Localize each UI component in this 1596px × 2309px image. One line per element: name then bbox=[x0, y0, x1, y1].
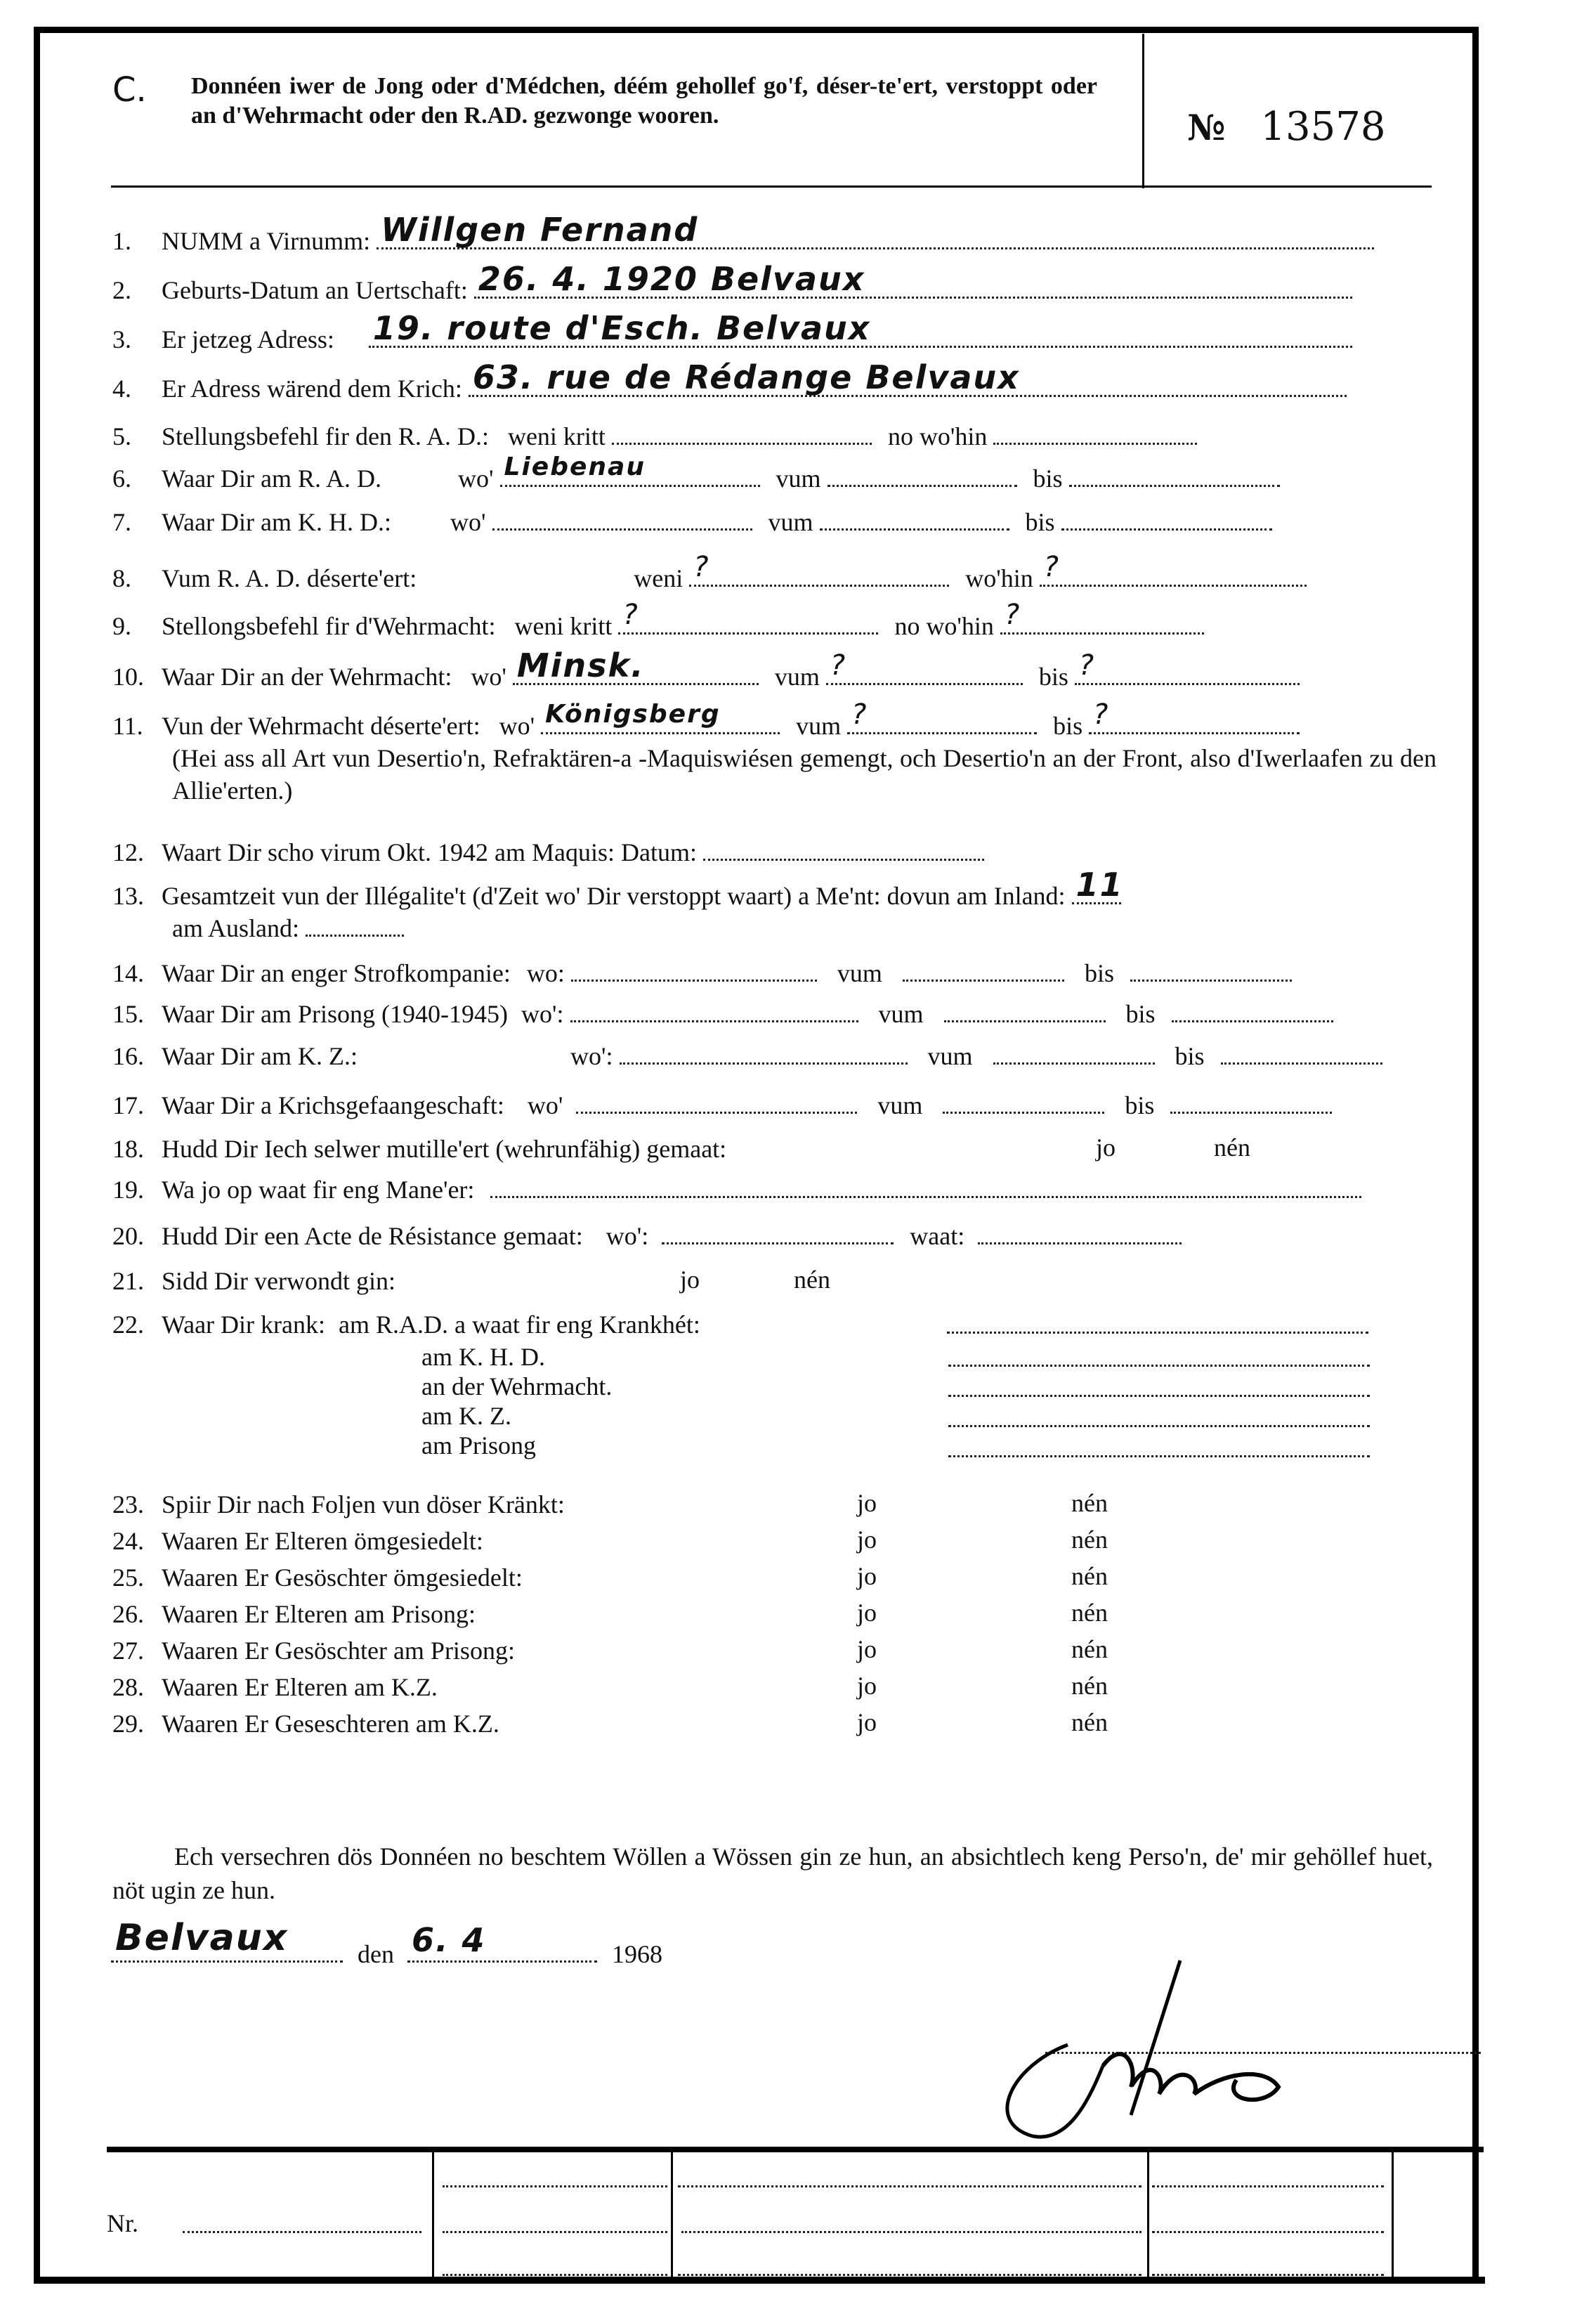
field-row-14 bbox=[112, 957, 1292, 989]
prison-where-input[interactable] bbox=[570, 999, 858, 1022]
field-sublabel: wo': bbox=[570, 1042, 613, 1070]
field-label: Waar Dir a Krichsgefaangeschaft: bbox=[162, 1091, 504, 1119]
wm-where-value: Minsk. bbox=[516, 646, 645, 684]
illness-rad-input[interactable] bbox=[947, 1332, 1368, 1334]
field-sublabel: wo' bbox=[471, 663, 506, 691]
form-number bbox=[1187, 104, 1386, 150]
field-label: Waar Dir am R. A. D. bbox=[162, 464, 382, 493]
field-row-3 bbox=[112, 309, 1352, 356]
field-sublabel: vum bbox=[878, 1000, 924, 1028]
wm-from-input[interactable] bbox=[826, 649, 1023, 685]
wm-order-where-value: ? bbox=[1004, 599, 1021, 631]
field-sublabel: vum bbox=[837, 959, 882, 987]
field-number: 17. bbox=[112, 1091, 144, 1119]
field-number: 5. bbox=[112, 422, 131, 450]
field-sublabel: wo': bbox=[606, 1222, 649, 1250]
field-number: 11. bbox=[112, 712, 143, 740]
field-number: 12. bbox=[112, 838, 144, 866]
field-label: Stellongsbefehl fir d'Wehrmacht: bbox=[162, 612, 496, 640]
penal-where-input[interactable] bbox=[571, 958, 817, 982]
field-row-17 bbox=[112, 1089, 1332, 1121]
field-sublabel: wo' bbox=[450, 508, 486, 536]
field-row-29 bbox=[112, 1708, 499, 1740]
footer-divider bbox=[1392, 2150, 1394, 2278]
field-number: 2. bbox=[112, 276, 131, 304]
field-sublabel: vum bbox=[796, 712, 842, 740]
field-sublabel: weni bbox=[634, 564, 683, 592]
field-row-13b bbox=[172, 912, 404, 944]
q28-no-option[interactable]: nén bbox=[1071, 1672, 1108, 1700]
footer-field[interactable] bbox=[678, 2274, 1142, 2276]
header-rule bbox=[111, 186, 1432, 188]
mutilation-manner-input[interactable] bbox=[490, 1175, 1361, 1198]
declaration-text: Ech versechren dös Donnéen no beschtem Wöllen a Wössen gin ze hun, an absichtlech keng Perso'n, de' mir gehöllef huet, nöt ugin ze hun. bbox=[112, 1842, 1433, 1904]
q25-yes-option[interactable]: jo bbox=[857, 1562, 877, 1590]
field-label: Stellungsbefehl fir den R. A. D.: bbox=[162, 422, 489, 450]
field-number: 27. bbox=[112, 1637, 144, 1665]
field-label: Spiir Dir nach Foljen vun döser Kränkt: bbox=[162, 1490, 565, 1518]
wm-desert-to-input[interactable] bbox=[1089, 698, 1300, 734]
rad-order-where-input[interactable] bbox=[993, 422, 1197, 445]
rad-from-input[interactable] bbox=[828, 464, 1017, 487]
q18-no-option[interactable]: nén bbox=[1214, 1133, 1250, 1162]
wm-desert-to-value: ? bbox=[1093, 698, 1110, 731]
footer-field[interactable] bbox=[443, 2185, 667, 2187]
pow-to-input[interactable] bbox=[1170, 1091, 1332, 1114]
field-row-12 bbox=[112, 836, 984, 869]
wm-to-input[interactable] bbox=[1075, 649, 1300, 685]
field-label: Waar Dir an enger Strofkompanie: bbox=[162, 959, 511, 987]
field-sublabel: vum bbox=[768, 508, 813, 536]
field-row-18 bbox=[112, 1133, 726, 1165]
kz-to-input[interactable] bbox=[1221, 1041, 1382, 1065]
pow-from-input[interactable] bbox=[943, 1091, 1104, 1114]
field-number: 13. bbox=[112, 882, 144, 910]
field-sublabel: wo: bbox=[526, 959, 565, 987]
illness-sublabel: am K. H. D. bbox=[421, 1343, 545, 1371]
q28-yes-option[interactable]: jo bbox=[857, 1672, 877, 1700]
field-label: Waaren Er Geseschteren am K.Z. bbox=[162, 1710, 499, 1738]
field-number: 18. bbox=[112, 1135, 144, 1163]
rad-desert-date-value: ? bbox=[693, 551, 710, 583]
field-number: 19. bbox=[112, 1176, 144, 1204]
field-row-9 bbox=[112, 599, 1204, 642]
footer-field[interactable] bbox=[443, 2231, 667, 2233]
field-row-2 bbox=[112, 260, 1352, 306]
field-number: 15. bbox=[112, 1000, 144, 1028]
footer-field[interactable] bbox=[678, 2185, 1142, 2187]
field-sublabel: bis bbox=[1175, 1042, 1205, 1070]
field-sublabel: no wo'hin bbox=[887, 422, 988, 450]
rad-order-date-input[interactable] bbox=[612, 422, 872, 445]
field-row-5 bbox=[112, 420, 1197, 453]
wm-from-value: ? bbox=[830, 649, 847, 682]
wm-where-input[interactable] bbox=[513, 646, 759, 685]
field-row-24 bbox=[112, 1525, 483, 1557]
field-label: Vum R. A. D. déserte'ert: bbox=[162, 564, 417, 592]
footer-field[interactable] bbox=[1152, 2274, 1384, 2276]
maquis-date-input[interactable] bbox=[703, 838, 984, 861]
wm-desert-from-value: ? bbox=[851, 698, 868, 731]
signature-text: Willgen bbox=[1110, 2085, 1136, 2093]
desertion-note: (Hei ass all Art vun Desertio'n, Refraktären-a -Maquiswiésen gemengt, och Desertio'n an der Front, also d'Iwerlaafen zu den Allie'erten.) bbox=[172, 744, 1437, 805]
penal-from-input[interactable] bbox=[903, 958, 1064, 982]
field-number: 24. bbox=[112, 1527, 144, 1555]
field-number: 25. bbox=[112, 1563, 144, 1592]
field-sublabel: weni kritt bbox=[514, 612, 613, 640]
field-label: Waar Dir am K. H. D.: bbox=[162, 508, 392, 536]
q29-yes-option[interactable]: jo bbox=[857, 1708, 877, 1736]
birth-input[interactable] bbox=[474, 260, 1352, 299]
field-row-26 bbox=[112, 1598, 476, 1630]
date-value: 6. 4 bbox=[411, 1921, 486, 1959]
field-sublabel: bis bbox=[1025, 508, 1055, 536]
footer-field[interactable] bbox=[1152, 2231, 1384, 2233]
field-row-23 bbox=[112, 1488, 565, 1521]
field-label: Er jetzeg Adress: bbox=[162, 325, 334, 353]
inland-months-value: 11 bbox=[1075, 866, 1124, 904]
field-label: Hudd Dir Iech selwer mutille'ert (wehrunfähig) gemaat: bbox=[162, 1135, 727, 1163]
illness-sublabel: am K. Z. bbox=[421, 1402, 511, 1430]
form-number-value: 13578 bbox=[1260, 104, 1386, 150]
section-letter: C. bbox=[112, 70, 147, 110]
field-number: 4. bbox=[112, 375, 131, 403]
field-number: 1. bbox=[112, 227, 131, 255]
field-row-21 bbox=[112, 1265, 395, 1297]
name-input[interactable] bbox=[377, 211, 1374, 249]
field-row-11 bbox=[112, 698, 1300, 742]
resistance-where-input[interactable] bbox=[662, 1221, 894, 1244]
field-number: 8. bbox=[112, 564, 131, 592]
q24-no-option[interactable]: nén bbox=[1071, 1526, 1108, 1554]
footer-divider bbox=[432, 2150, 434, 2278]
illness-sub-row bbox=[421, 1429, 536, 1462]
signature-scribble bbox=[969, 1939, 1461, 2150]
footer-field[interactable] bbox=[681, 2231, 1142, 2233]
footer-top-rule bbox=[107, 2147, 1484, 2152]
q21-yes-option[interactable]: jo bbox=[680, 1266, 700, 1294]
field-row-1 bbox=[112, 211, 1374, 257]
footer-field[interactable] bbox=[1152, 2185, 1384, 2187]
inland-months-input[interactable] bbox=[1072, 866, 1124, 904]
field-sublabel: weni kritt bbox=[507, 422, 606, 450]
field-number: 26. bbox=[112, 1600, 144, 1628]
q27-yes-option[interactable]: jo bbox=[857, 1635, 877, 1663]
q26-yes-option[interactable]: jo bbox=[857, 1599, 877, 1627]
war-address-input[interactable] bbox=[469, 358, 1347, 397]
birth-value: 26. 4. 1920 Belvaux bbox=[478, 260, 865, 298]
field-number: 29. bbox=[112, 1710, 144, 1738]
rad-where-value: Liebenau bbox=[504, 453, 646, 481]
form-title: Donnéen iwer de Jong oder d'Médchen, déém gehollef go'f, déser-te'ert, verstoppt oder an d'Wehrmacht oder den R.AD. gezwonge wooren. bbox=[191, 73, 1097, 129]
nr-input[interactable] bbox=[183, 2231, 421, 2233]
field-number: 22. bbox=[112, 1310, 144, 1339]
date-input[interactable] bbox=[407, 1921, 597, 1963]
current-address-input[interactable] bbox=[369, 309, 1352, 348]
field-number: 3. bbox=[112, 325, 131, 353]
penal-to-input[interactable] bbox=[1130, 958, 1292, 982]
field-row-22 bbox=[112, 1308, 700, 1341]
khd-from-input[interactable] bbox=[820, 507, 1009, 531]
field-number: 9. bbox=[112, 612, 131, 640]
illness-prison-input[interactable] bbox=[948, 1455, 1370, 1457]
field-row-19 bbox=[112, 1173, 1361, 1206]
pow-where-input[interactable] bbox=[576, 1091, 857, 1114]
field-number: 23. bbox=[112, 1490, 144, 1518]
field-sublabel: wo' bbox=[527, 1091, 563, 1119]
field-sublabel: bis bbox=[1053, 712, 1083, 740]
field-label: am Ausland: bbox=[172, 914, 299, 942]
field-label: Geburts-Datum an Uertschaft: bbox=[162, 276, 468, 304]
field-label: Wa jo op waat fir eng Mane'er: bbox=[162, 1176, 475, 1204]
field-label: Gesamtzeit vun der Illégalite't (d'Zeit wo' Dir verstoppt waart) a Me'nt: dovun am Inland: bbox=[162, 882, 1066, 910]
wm-order-date-value: ? bbox=[622, 599, 639, 631]
field-label: Sidd Dir verwondt gin: bbox=[162, 1267, 395, 1295]
illness-sublabel: am R.A.D. a waat fir eng Krankhét: bbox=[339, 1310, 700, 1339]
illness-kz-input[interactable] bbox=[948, 1425, 1370, 1427]
field-sublabel: wo': bbox=[521, 1000, 564, 1028]
q27-no-option[interactable]: nén bbox=[1071, 1635, 1108, 1663]
field-row-20 bbox=[112, 1220, 1182, 1252]
field-row-4 bbox=[112, 358, 1347, 405]
wm-order-date-input[interactable] bbox=[618, 599, 878, 635]
header-divider bbox=[1142, 34, 1144, 188]
name-value: Willgen Fernand bbox=[381, 211, 699, 249]
nr-label: Nr. bbox=[107, 2209, 138, 2237]
q23-yes-option[interactable]: jo bbox=[857, 1489, 877, 1517]
field-sublabel: wo' bbox=[458, 464, 494, 493]
field-row-16 bbox=[112, 1040, 1382, 1072]
place-input[interactable] bbox=[111, 1917, 343, 1963]
kz-where-input[interactable] bbox=[620, 1041, 908, 1065]
q24-yes-option[interactable]: jo bbox=[857, 1526, 877, 1554]
illness-sub-row bbox=[421, 1341, 545, 1373]
q25-no-option[interactable]: nén bbox=[1071, 1562, 1108, 1590]
field-row-15 bbox=[112, 998, 1333, 1030]
q29-no-option[interactable]: nén bbox=[1071, 1708, 1108, 1736]
field-sublabel: bis bbox=[1084, 959, 1114, 987]
war-address-value: 63. rue de Rédange Belvaux bbox=[472, 358, 1020, 396]
wm-desert-where-value: Königsberg bbox=[545, 700, 721, 729]
den-label: den bbox=[358, 1940, 394, 1968]
field-label: Waaren Er Elteren ömgesiedelt: bbox=[162, 1527, 483, 1555]
field-label: Waaren Er Gesöschter am Prisong: bbox=[162, 1637, 515, 1665]
prison-from-input[interactable] bbox=[944, 999, 1106, 1022]
khd-where-input[interactable] bbox=[492, 507, 752, 531]
field-label: NUMM a Virnumm: bbox=[162, 227, 371, 255]
field-row-25 bbox=[112, 1561, 523, 1594]
field-number: 7. bbox=[112, 508, 131, 536]
footer-divider bbox=[671, 2150, 673, 2278]
field-row-6 bbox=[112, 453, 1280, 495]
field-row-7 bbox=[112, 506, 1272, 538]
field-label: Waart Dir scho virum Okt. 1942 am Maquis: Datum: bbox=[162, 838, 697, 866]
footer-bottom-rule bbox=[34, 2277, 1485, 2284]
field-row-27 bbox=[112, 1634, 515, 1667]
field-number: 16. bbox=[112, 1042, 144, 1070]
khd-to-input[interactable] bbox=[1061, 507, 1272, 531]
field-number: 10. bbox=[112, 663, 144, 691]
field-label: Waar Dir am K. Z.: bbox=[162, 1042, 358, 1070]
field-sublabel: vum bbox=[877, 1091, 923, 1119]
rad-to-input[interactable] bbox=[1069, 464, 1280, 487]
field-sublabel: no wo'hin bbox=[894, 612, 994, 640]
wm-order-where-input[interactable] bbox=[1000, 599, 1204, 635]
year-label: 1968 bbox=[611, 1940, 662, 1968]
field-label: Waar Dir am Prisong (1940-1945) bbox=[162, 1000, 508, 1028]
field-sublabel: vum bbox=[774, 663, 820, 691]
footer-field[interactable] bbox=[443, 2274, 667, 2276]
wm-to-value: ? bbox=[1078, 649, 1096, 682]
field-label: Hudd Dir een Acte de Résistance gemaat: bbox=[162, 1222, 583, 1250]
illness-sublabel: am Prisong bbox=[421, 1431, 537, 1459]
rad-where-input[interactable] bbox=[500, 453, 760, 487]
field-row-13 bbox=[112, 866, 1124, 912]
number-symbol: № bbox=[1187, 107, 1226, 148]
field-number: 21. bbox=[112, 1267, 144, 1295]
field-label: Waar Dir krank: bbox=[162, 1310, 325, 1339]
illness-wehrmacht-input[interactable] bbox=[948, 1395, 1370, 1397]
field-sublabel: bis bbox=[1033, 464, 1063, 493]
field-label: Waaren Er Elteren am Prisong: bbox=[162, 1600, 476, 1628]
illness-sub-row bbox=[421, 1400, 511, 1432]
q26-no-option[interactable]: nén bbox=[1071, 1599, 1108, 1627]
field-label: Waaren Er Elteren am K.Z. bbox=[162, 1673, 438, 1701]
field-number: 14. bbox=[112, 959, 144, 987]
prison-to-input[interactable] bbox=[1172, 999, 1333, 1022]
kz-from-input[interactable] bbox=[993, 1041, 1155, 1065]
field-number: 20. bbox=[112, 1222, 144, 1250]
field-sublabel: bis bbox=[1038, 663, 1068, 691]
wm-desert-where-input[interactable] bbox=[541, 700, 780, 734]
field-row-8 bbox=[112, 551, 1307, 594]
field-sublabel: vum bbox=[927, 1042, 973, 1070]
field-row-10 bbox=[112, 646, 1300, 693]
illness-sublabel: an der Wehrmacht. bbox=[421, 1372, 613, 1400]
current-address-value: 19. route d'Esch. Belvaux bbox=[372, 309, 871, 347]
field-sublabel: bis bbox=[1125, 1000, 1156, 1028]
rad-desert-where-input[interactable] bbox=[1040, 551, 1307, 587]
field-sublabel: vum bbox=[776, 464, 821, 493]
q23-no-option[interactable]: nén bbox=[1071, 1489, 1108, 1517]
resistance-what-input[interactable] bbox=[978, 1221, 1182, 1244]
abroad-months-input[interactable] bbox=[306, 913, 404, 937]
place-value: Belvaux bbox=[115, 1917, 289, 1959]
field-label: Vun der Wehrmacht déserte'ert: bbox=[162, 712, 480, 740]
field-number: 6. bbox=[112, 464, 131, 493]
field-label: Waaren Er Gesöschter ömgesiedelt: bbox=[162, 1563, 523, 1592]
field-label: Waar Dir an der Wehrmacht: bbox=[162, 663, 452, 691]
field-sublabel: wo'hin bbox=[965, 564, 1033, 592]
rad-desert-where-value: ? bbox=[1043, 551, 1060, 583]
field-row-28 bbox=[112, 1671, 438, 1703]
illness-khd-input[interactable] bbox=[948, 1365, 1370, 1367]
q18-yes-option[interactable]: jo bbox=[1096, 1133, 1116, 1162]
field-sublabel: waat: bbox=[910, 1222, 965, 1250]
field-sublabel: bis bbox=[1125, 1091, 1155, 1119]
illness-sub-row bbox=[421, 1370, 612, 1403]
field-sublabel: wo' bbox=[499, 712, 535, 740]
place-date-line bbox=[111, 1917, 662, 1969]
field-number: 28. bbox=[112, 1673, 144, 1701]
q21-no-option[interactable]: nén bbox=[794, 1266, 830, 1294]
field-label: Er Adress wärend dem Krich: bbox=[162, 375, 462, 403]
wm-desert-from-input[interactable] bbox=[847, 698, 1037, 734]
rad-desert-date-input[interactable] bbox=[689, 551, 949, 587]
footer-divider bbox=[1147, 2150, 1149, 2278]
